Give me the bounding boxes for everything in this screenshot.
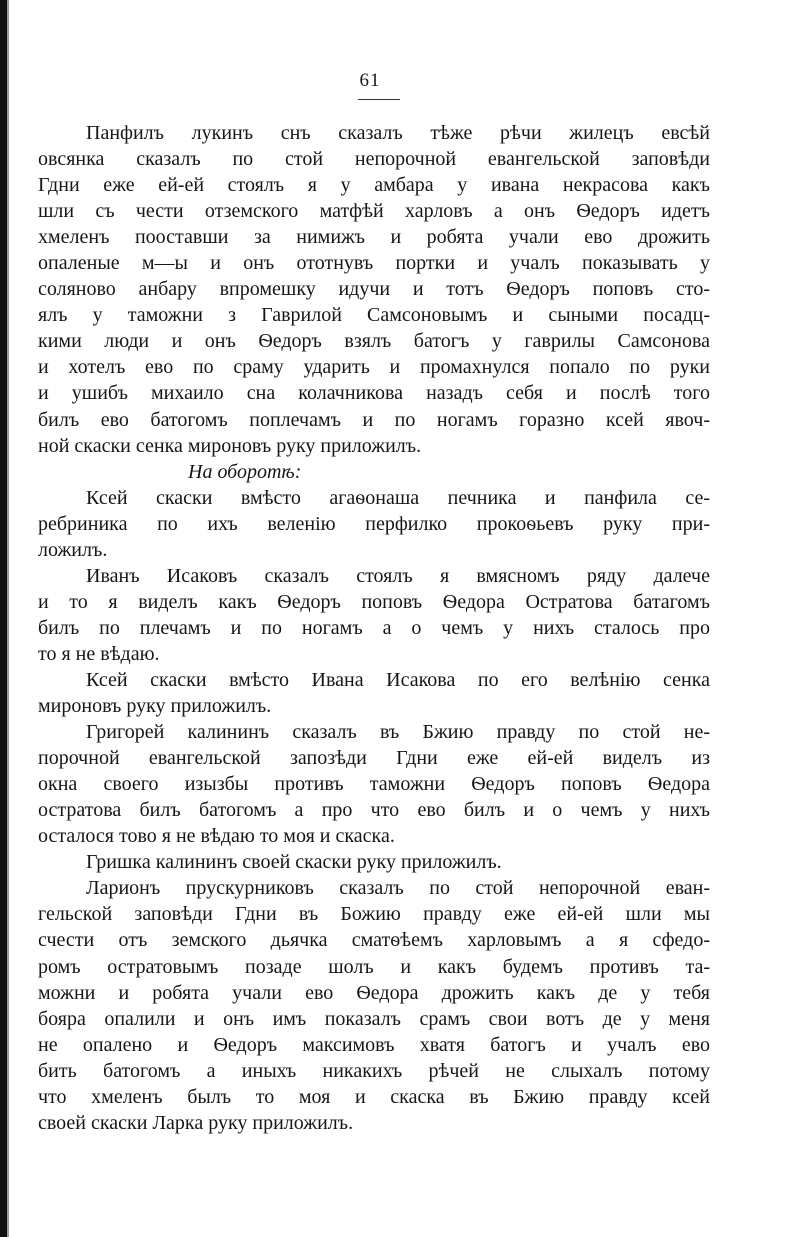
- text-line: и ушибъ михаило сна колачникова назадъ себя и послѣ того: [38, 382, 710, 405]
- page-binding-edge: [0, 0, 7, 1237]
- text-line: и хотелъ ево по сраму ударить и промахнулся попало по руки: [38, 356, 710, 379]
- document-body: [38, 120, 710, 1136]
- text-line: опаленые м—ы и онъ ототнувъ портки и учалъ показывать у: [38, 252, 710, 275]
- text-line: порочной евангельской запозѣди Гдни еже ей-ей виделъ из: [38, 747, 710, 770]
- text-line: Ксей скаски вмѣсто Ивана Исакова по его велѣнію сенка: [86, 668, 710, 691]
- text-line: соляново анбару впромешку идучи и тотъ Ѳедоръ поповъ сто-: [38, 278, 710, 301]
- text-line: осталося тово я не вѣдаю то моя и скаска.: [38, 825, 395, 848]
- text-line: шли съ чести отземского матфѣй харловъ а онъ Ѳедоръ идетъ: [38, 200, 710, 223]
- text-line: бояра опалили и онъ имъ показалъ срамъ свои вотъ де у меня: [38, 1007, 710, 1030]
- text-line: билъ ево батогомъ поплечамъ и по ногамъ горазно ксей явоч-: [38, 408, 710, 431]
- text-line: остратова билъ батогомъ а про что ево билъ и о чемъ у нихъ: [38, 799, 710, 822]
- text-line: Панфилъ лукинъ снъ сказалъ тѣже рѣчи жилецъ евсѣй: [86, 122, 710, 144]
- text-line: овсянка сказалъ по стой непорочной евангельской заповѣди: [38, 148, 710, 171]
- text-line: и то я виделъ какъ Ѳедоръ поповъ Ѳедора Остратова батагомъ: [38, 590, 710, 613]
- text-line: окна своего изызбы противъ таможни Ѳедоръ поповъ Ѳедора: [38, 773, 710, 796]
- text-line: счести отъ земского дьячка сматѳѣемъ харловымъ а я сфедо-: [38, 929, 710, 952]
- page-number: 61: [359, 70, 381, 91]
- section-heading: На оборотѣ:: [188, 460, 302, 483]
- text-line: ромъ остратовымъ позаде шолъ и какъ будемъ противъ та-: [38, 955, 710, 978]
- text-line: то я не вѣдаю.: [38, 642, 160, 665]
- text-line: мироновъ руку приложилъ.: [38, 695, 272, 718]
- text-line: Гришка калининъ своей скаски руку приложилъ.: [86, 851, 502, 874]
- text-line: Григорей калининъ сказалъ въ Бжию правду по стой не-: [86, 721, 710, 744]
- text-line: билъ по плечамъ и по ногамъ а о чемъ у нихъ сталось про: [38, 616, 710, 639]
- text-line: ребриника по ихъ веленію перфилко прокоѳьевъ руку при-: [38, 512, 710, 535]
- text-line: Иванъ Исаковъ сказалъ стоялъ я вмясномъ ряду далече: [86, 564, 710, 587]
- text-line: своей скаски Ларка руку приложилъ.: [38, 1111, 354, 1134]
- text-line: Гдни еже ей-ей стоялъ я у амбара у ивана некрасова какъ: [38, 174, 710, 197]
- text-line: не опалено и Ѳедоръ максимовъ хватя батогъ и учалъ ево: [38, 1033, 710, 1056]
- text-line: гельской заповѣди Гдни въ Божию правду еже ей-ей шли мы: [38, 903, 710, 926]
- text-line: Ксей скаски вмѣсто агаѳонаша печника и панфила се-: [86, 486, 710, 509]
- text-line: ялъ у таможни з Гаврилой Самсоновымъ и сыными посадц-: [38, 304, 710, 327]
- text-line: ной скаски сенка мироновъ руку приложилъ.: [38, 434, 422, 457]
- text-line: что хмеленъ былъ то моя и скаска въ Бжию правду ксей: [38, 1085, 710, 1108]
- text-line: бить батогомъ а иныхъ никакихъ рѣчей не слыхалъ потому: [38, 1059, 710, 1082]
- text-line: ложилъ.: [38, 538, 108, 561]
- page-number-rule: [358, 99, 400, 100]
- text-line: кими люди и онъ Ѳедоръ взялъ батогъ у гаврилы Самсонова: [38, 330, 710, 353]
- text-line: можни и робята учали ево Ѳедора дрожить какъ де у тебя: [38, 981, 710, 1004]
- text-line: Ларионъ прускурниковъ сказалъ по стой непорочной еван-: [86, 877, 710, 900]
- text-line: хмеленъ пооставши за нимижъ и робята учали ево дрожить: [38, 226, 710, 249]
